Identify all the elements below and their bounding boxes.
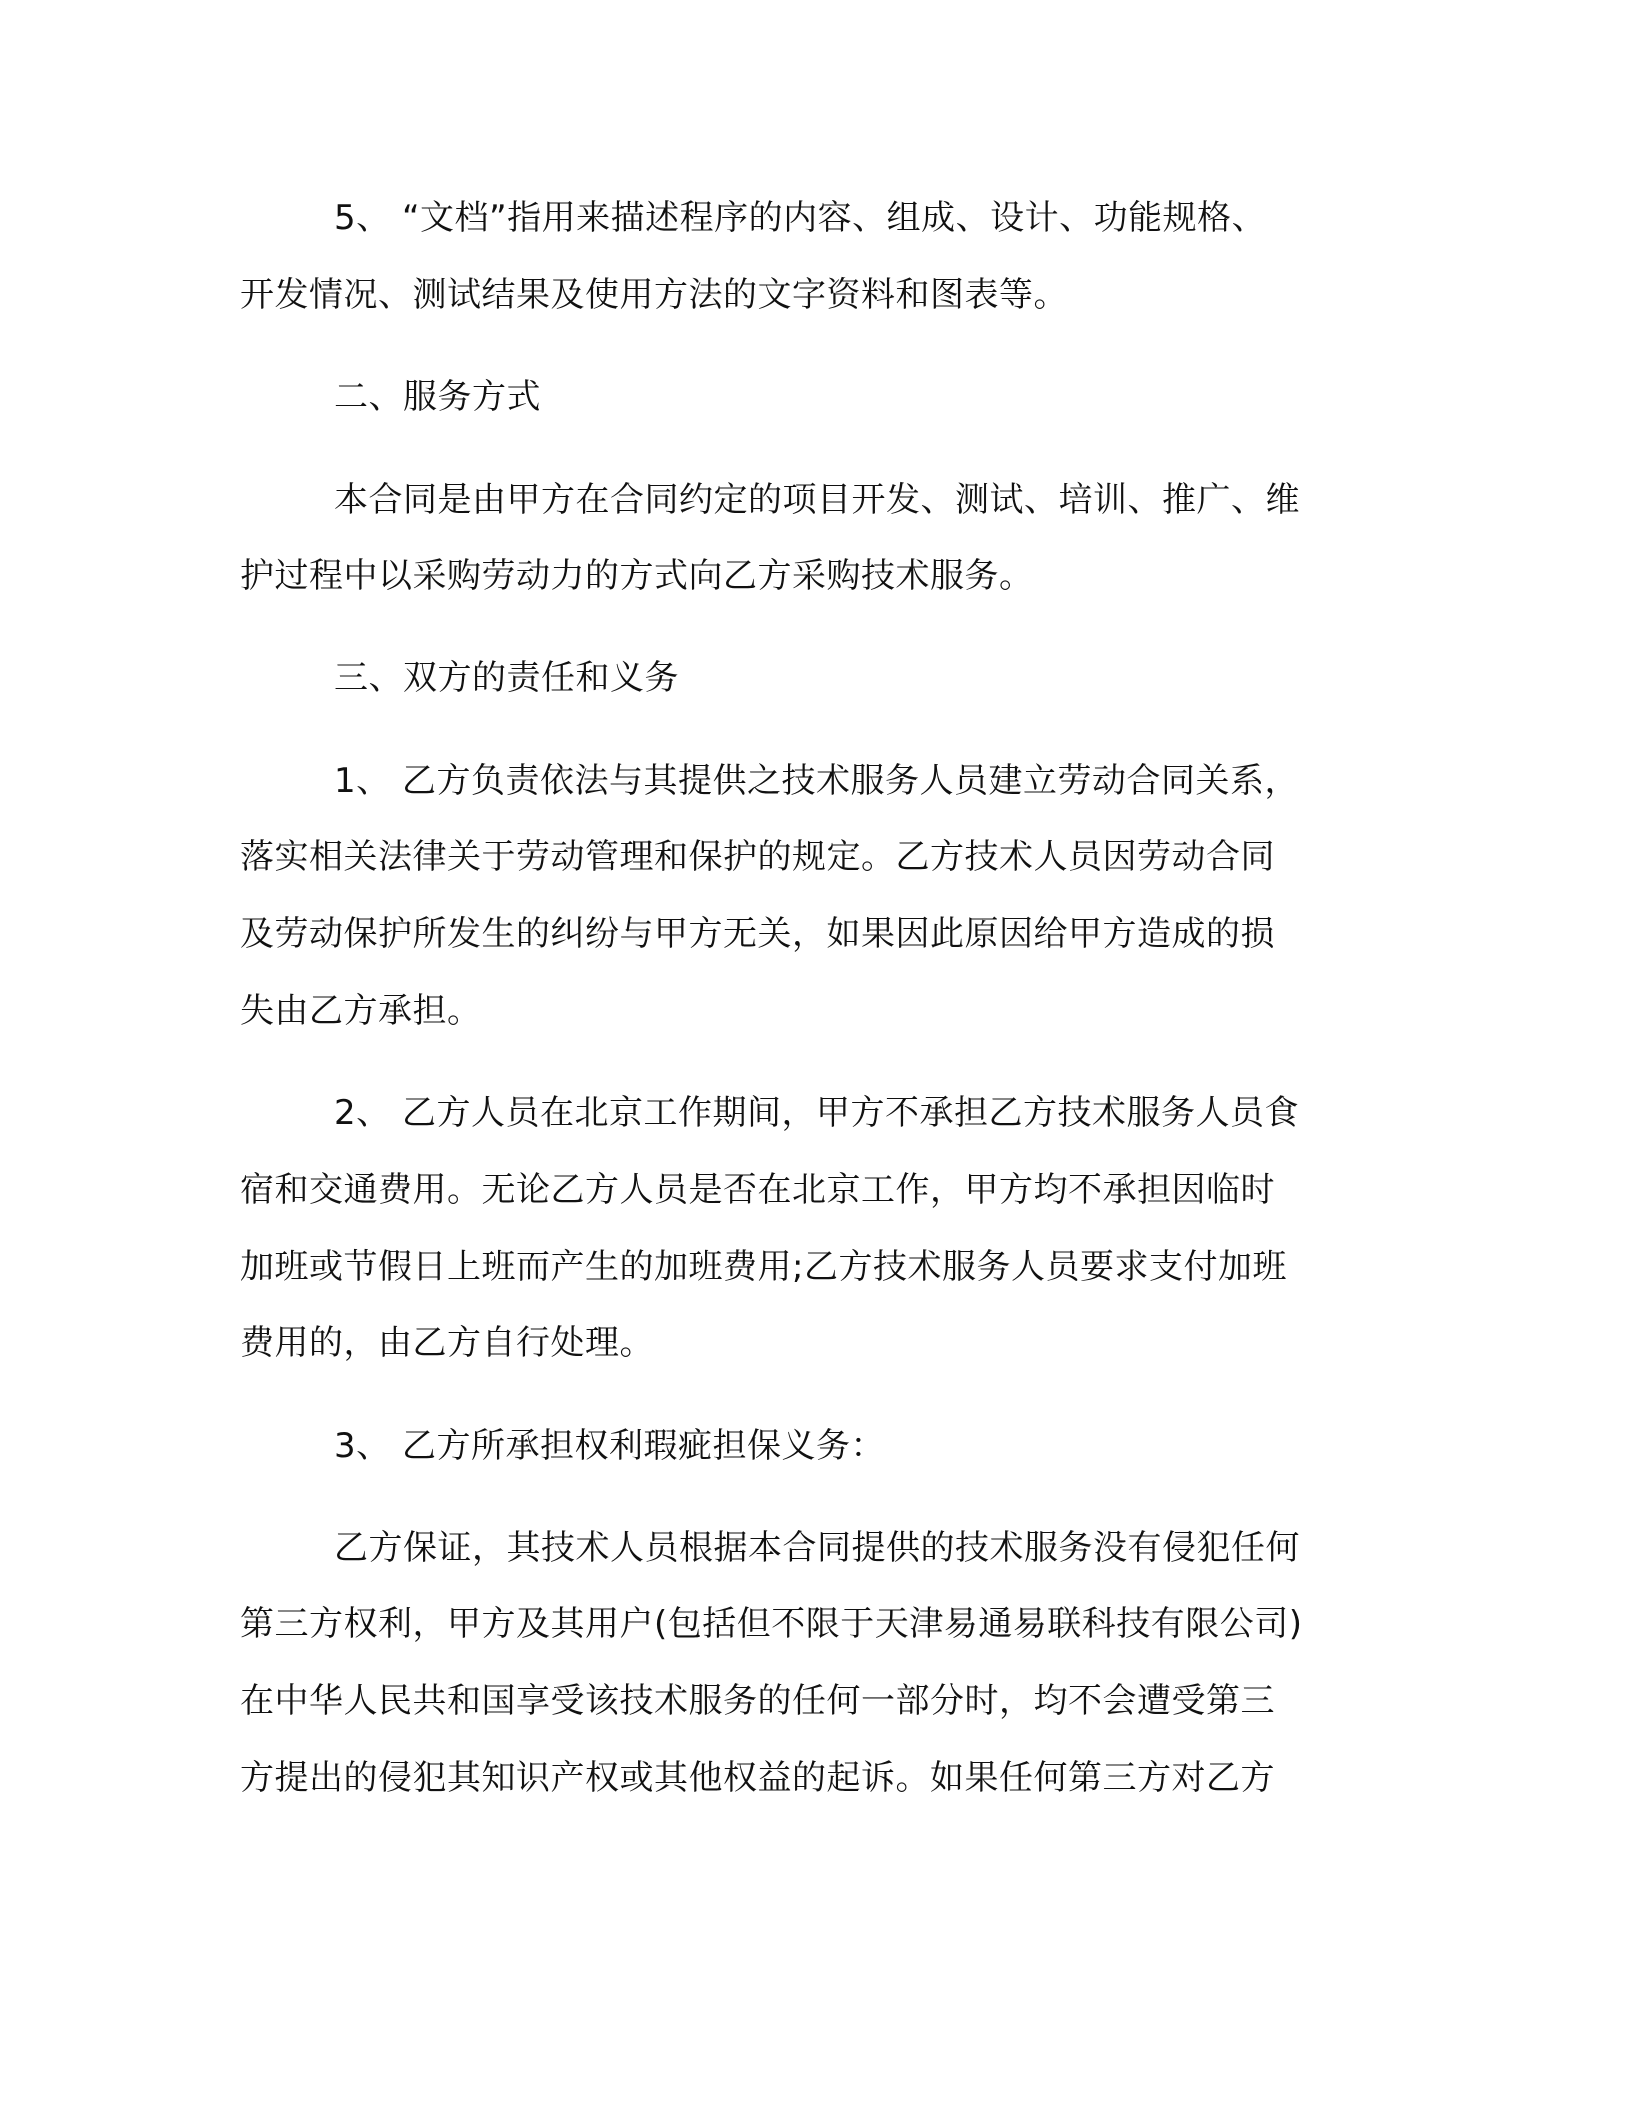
- clause-1-line-1: 1、 乙方负责依法与其提供之技术服务人员建立劳动合同关系，: [334, 761, 1299, 801]
- clause-2-line-4: 费用的，由乙方自行处理。: [240, 1323, 654, 1363]
- warranty-paragraph-line-1: 乙方保证，其技术人员根据本合同提供的技术服务没有侵犯任何: [334, 1528, 1300, 1568]
- clause-1-line-4: 失由乙方承担。: [240, 991, 482, 1031]
- clause-1-line-3: 及劳动保护所发生的纠纷与甲方无关，如果因此原因给甲方造成的损: [240, 914, 1275, 954]
- clause-2-line-1: 2、 乙方人员在北京工作期间，甲方不承担乙方技术服务人员食: [334, 1093, 1299, 1133]
- section-heading-responsibilities: 三、双方的责任和义务: [334, 658, 679, 698]
- warranty-paragraph-line-3: 在中华人民共和国享受该技术服务的任何一部分时，均不会遭受第三: [240, 1681, 1275, 1721]
- section-heading-service-method: 二、服务方式: [334, 377, 541, 417]
- clause-3-heading: 3、 乙方所承担权利瑕疵担保义务：: [334, 1426, 885, 1466]
- definition-item-5-line-2: 开发情况、测试结果及使用方法的文字资料和图表等。: [240, 275, 1068, 315]
- warranty-paragraph-line-2: 第三方权利，甲方及其用户(包括但不限于天津易通易联科技有限公司): [240, 1604, 1303, 1644]
- clause-2-line-2: 宿和交通费用。无论乙方人员是否在北京工作，甲方均不承担因临时: [240, 1170, 1275, 1210]
- warranty-paragraph-line-4: 方提出的侵犯其知识产权或其他权益的起诉。如果任何第三方对乙方: [240, 1758, 1275, 1798]
- service-method-paragraph-line-1: 本合同是由甲方在合同约定的项目开发、测试、培训、推广、维: [334, 480, 1300, 520]
- service-method-paragraph-line-2: 护过程中以采购劳动力的方式向乙方采购技术服务。: [240, 556, 1034, 596]
- definition-item-5-line-1: 5、 “文档”指用来描述程序的内容、组成、设计、功能规格、: [334, 198, 1267, 238]
- clause-2-line-3: 加班或节假日上班而产生的加班费用;乙方技术服务人员要求支付加班: [240, 1247, 1287, 1287]
- clause-1-line-2: 落实相关法律关于劳动管理和保护的规定。乙方技术人员因劳动合同: [240, 837, 1275, 877]
